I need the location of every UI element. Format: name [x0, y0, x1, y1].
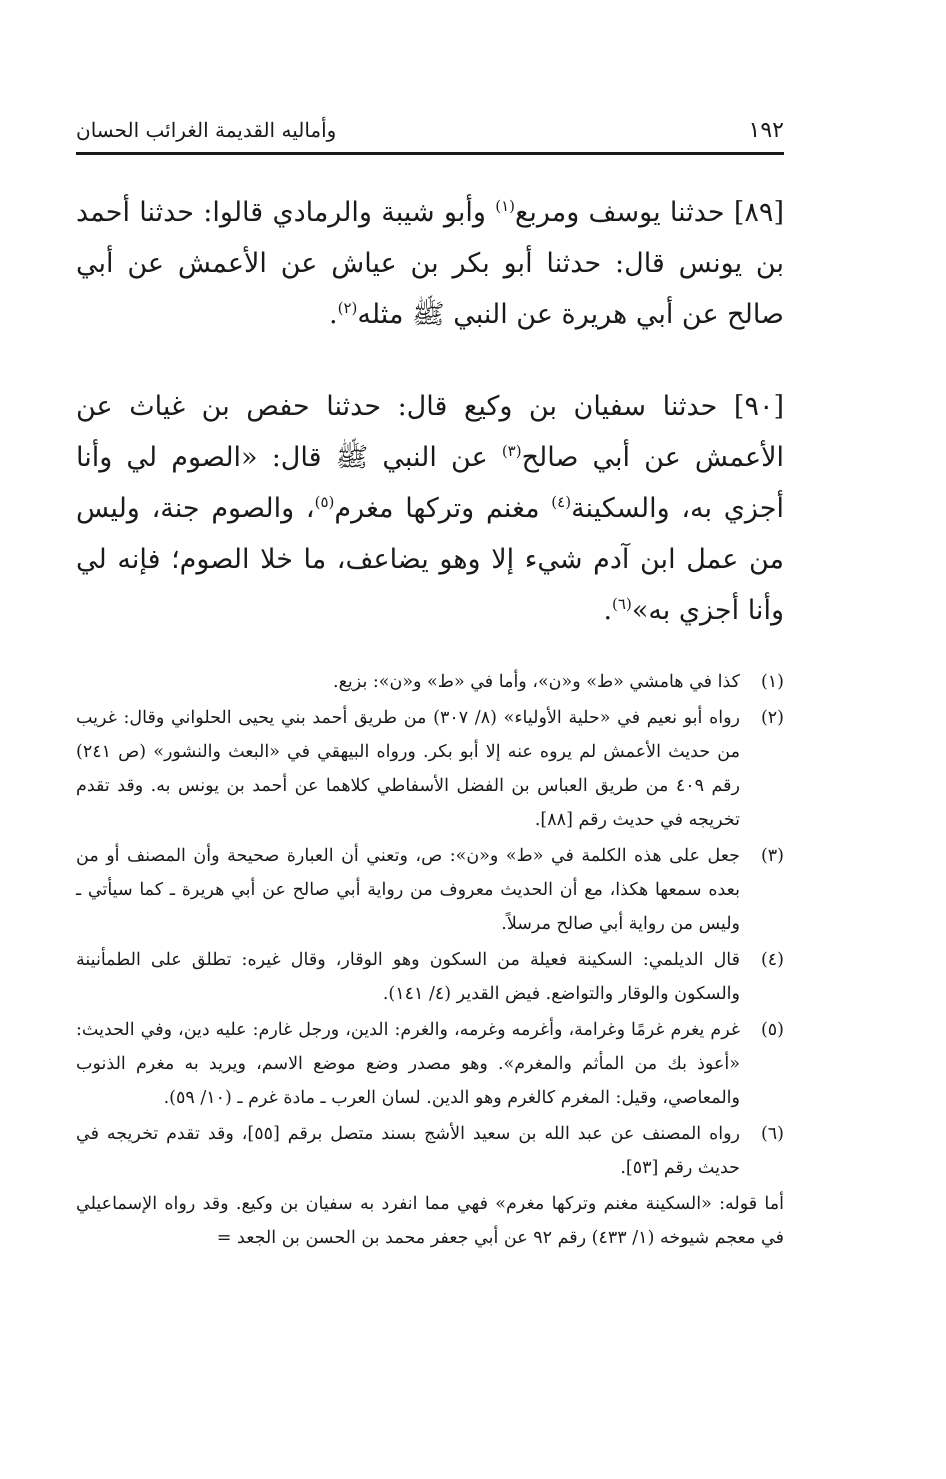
book-page	[76, 112, 784, 1255]
hadith-89	[76, 187, 784, 340]
hadith-text: .	[329, 299, 338, 330]
running-title: وأماليه القديمة الغرائب الحسان	[76, 118, 337, 142]
hadith-text: وأبو شيبة والرمادي قالوا: حدثنا أحمد بن يونس قال: حدثنا أبو بكر بن عياش عن الأعمش عن أبي صالح عن أبي هريرة عن النبي ﷺ مثله	[76, 197, 784, 330]
footnote-ref-4: (٤)	[551, 493, 572, 511]
footnote-ref-5: (٥)	[314, 493, 335, 511]
footnote-text: غرم يغرم غرمًا وغرامة، وأغرمه وغرمه، والغرم: الدين، ورجل غارم: عليه دين، وفي الحديث: «أعوذ بك من المأثم والمغرم». وهو مصدر وضع موضع الاسم، ويريد به مغرم الذنوب والمعاصي، وقيل: المغرم كالغرم وهو الدين. لسان العرب ـ مادة غرم ـ (١٠/ ٥٩).	[76, 1020, 740, 1108]
footnote-ref-2: (٢)	[337, 299, 358, 317]
footnote-ref-3: (٣)	[501, 442, 522, 460]
footnote-number: (٦)	[760, 1124, 784, 1144]
footnote-number: (٥)	[760, 1020, 784, 1040]
footnote-ref-6: (٦)	[612, 595, 632, 613]
footnote-number: (٢)	[760, 708, 784, 728]
hadith-text: مغنم وتركها مغرم	[334, 493, 552, 524]
footnote-text: جعل على هذه الكلمة في «ط» و«ن»: ص، وتعني أن العبارة صحيحة وأن المصنف أو من بعده سمعها هكذا، مع أن الحديث معروف من رواية أبي صالح عن أبي هريرة ـ كما سيأتي ـ وليس من رواية أبي صالح مرسلاً.	[76, 846, 740, 934]
running-head	[76, 112, 784, 155]
footnote-2	[76, 701, 784, 837]
footnote-1	[76, 665, 784, 699]
hadith-text: [٩٠] حدثنا سفيان بن وكيع قال: حدثنا حفص بن غياث عن الأعمش عن أبي صالح	[76, 391, 784, 473]
hadith-text: .	[603, 595, 613, 626]
footnote-ref-1: (١)	[495, 197, 515, 215]
footnote-6	[76, 1117, 784, 1185]
footnote-number: (١)	[760, 672, 784, 692]
footnote-4	[76, 943, 784, 1011]
footnote-number: (٣)	[760, 846, 784, 866]
hadith-text: ، والصوم جنة، وليس من عمل ابن آدم شيء إلا وهو يضاعف، ما خلا الصوم؛ فإنه لي وأنا أجزي به»	[76, 493, 784, 626]
footnotes	[76, 665, 784, 1255]
footnote-text: قال الديلمي: السكينة فعيلة من السكون وهو الوقار، وقال غيره: تطلق على الطمأنينة والسكون والوقار والتواضع. فيض القدير (٤/ ١٤١).	[76, 950, 740, 1004]
footnote-3	[76, 839, 784, 941]
page-number: ١٩٢	[748, 118, 784, 143]
hadith-text: [٨٩] حدثنا يوسف ومربع	[514, 197, 784, 228]
footnote-text: رواه أبو نعيم في «حلية الأولياء» (٨/ ٣٠٧) من طريق أحمد بني يحيى الحلواني وقال: غريب من حديث الأعمش لم يروه عنه إلا أبو بكر. ورواه البيهقي في «البعث والنشور» (ص ٢٤١) رقم ٤٠٩ من طريق العباس بن الفضل الأسفاطي كلاهما عن أحمد بن يونس به. وقد تقدم تخريجه في حديث رقم [٨٨].	[76, 708, 741, 830]
hadith-text: عن النبي ﷺ قال: «الصوم لي وأنا أجزي به، والسكينة	[76, 442, 785, 524]
footnote-text: رواه المصنف عن عبد الله بن سعيد الأشج بسند متصل برقم [٥٥]، وقد تقدم تخريجه في حديث رقم [٥٣].	[76, 1124, 741, 1178]
footnote-6-continuation: أما قوله: «السكينة مغنم وتركها مغرم» فهي مما انفرد به سفيان بن وكيع. وقد رواه الإسماعيلي في معجم شيوخه (١/ ٤٣٣) رقم ٩٢ عن أبي جعفر محمد بن الحسن بن الجعد =	[76, 1194, 784, 1248]
footnote-5	[76, 1013, 784, 1115]
hadith-90	[76, 381, 784, 636]
footnote-number: (٤)	[760, 950, 784, 970]
footnote-text: كذا في هامشي «ط» و«ن»، وأما في «ط» و«ن»: بزيع.	[333, 672, 740, 692]
